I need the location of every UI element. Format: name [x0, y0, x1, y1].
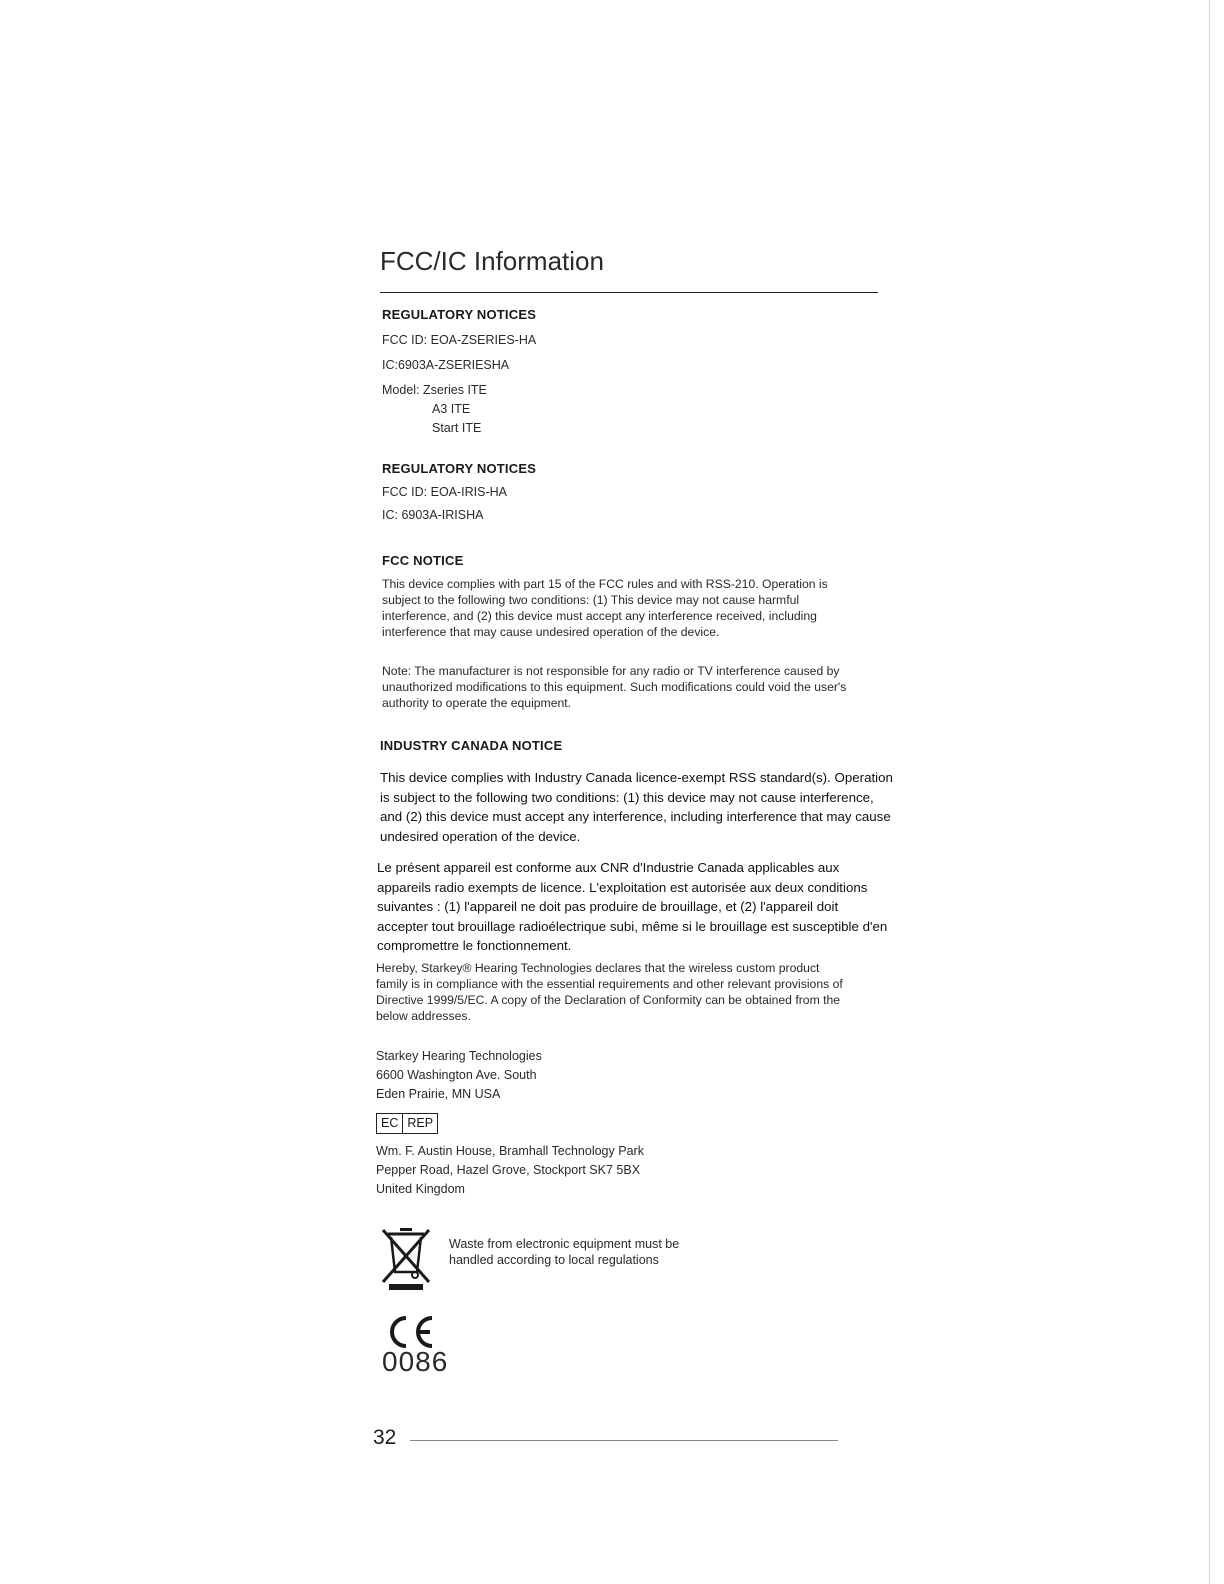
- industry-canada-heading: INDUSTRY CANADA NOTICE: [380, 738, 563, 753]
- regulatory-notices-heading-2: REGULATORY NOTICES: [382, 461, 537, 476]
- address-uk: [376, 1142, 644, 1199]
- weee-crossed-bin-icon: [378, 1226, 434, 1292]
- fcc-id-1: FCC ID: EOA-ZSERIES-HA: [382, 333, 537, 347]
- industry-canada-french: Le présent appareil est conforme aux CNR d'Industrie Canada applicables aux appareils radio exempts de licence. L'exploitation est autorisée aux deux conditions suivantes : (1) l'appareil ne doit pas produire de brouillage, et (2) l'appareil doit accepter tout brouillage radioélectrique subi, même si le brouillage est susceptible d'en compromettre le fonctionnement.: [377, 860, 888, 953]
- fcc-notice-heading: FCC NOTICE: [382, 553, 464, 568]
- page-title: FCC/IC Information: [380, 246, 604, 276]
- ec-rep-left: EC: [381, 1116, 399, 1130]
- ec-rep-right: REP: [402, 1114, 437, 1133]
- address-uk-line: Pepper Road, Hazel Grove, Stockport SK7 5BX: [376, 1163, 641, 1177]
- address-us: [376, 1047, 542, 1104]
- address-us-line: Eden Prairie, MN USA: [376, 1087, 501, 1101]
- address-uk-line: Wm. F. Austin House, Bramhall Technology Park: [376, 1144, 644, 1158]
- address-us-line: 6600 Washington Ave. South: [376, 1068, 537, 1082]
- fcc-note-paragraph: Note: The manufacturer is not responsible for any radio or TV interference caused by unauthorized modifications to this equipment. Such modifications could void the user's authority to operate the equipment.: [382, 664, 847, 710]
- address-us-line: Starkey Hearing Technologies: [376, 1049, 542, 1063]
- ec-rep-symbol: [376, 1113, 438, 1134]
- title-rule: [380, 292, 878, 293]
- weee-text-line-1: Waste from electronic equipment must be: [449, 1237, 680, 1251]
- fcc-id-2: FCC ID: EOA-IRIS-HA: [382, 485, 508, 499]
- weee-text-line-2: handled according to local regulations: [449, 1253, 659, 1267]
- model-a3: A3 ITE: [432, 402, 471, 416]
- page-number: 32: [373, 1426, 397, 1449]
- weee-text: [449, 1236, 679, 1268]
- industry-canada-english: This device complies with Industry Canada licence-exempt RSS standard(s). Operation is subject to the following two conditions: (1) this device may not cause interference, and (2) this device must accept any interference, including interference that may cause undesired operation of the device.: [380, 770, 893, 844]
- ic-id-2: IC: 6903A-IRISHA: [382, 508, 484, 522]
- address-uk-line: United Kingdom: [376, 1182, 465, 1196]
- ic-id-1: IC:6903A-ZSERIESHA: [382, 358, 510, 372]
- fcc-notice-paragraph: This device complies with part 15 of the FCC rules and with RSS-210. Operation is subject to the following two conditions: (1) This device may not cause harmful interference, and (2) this device must accept any interference received, including interference that may cause undesired operation of the device.: [382, 577, 828, 639]
- page-edge-line: [1209, 0, 1210, 1584]
- notified-body-number: 0086: [382, 1346, 449, 1377]
- regulatory-notices-heading-1: REGULATORY NOTICES: [382, 307, 537, 322]
- model-start: Start ITE: [432, 421, 482, 435]
- declaration-paragraph: Hereby, Starkey® Hearing Technologies declares that the wireless custom product family is in compliance with the essential requirements and other relevant provisions of Directive 1999/5/EC. A copy of the Declaration of Conformity can be obtained from the below addresses.: [376, 961, 843, 1023]
- model-label: Model: Zseries ITE: [382, 383, 487, 397]
- footer-rule: [410, 1440, 838, 1441]
